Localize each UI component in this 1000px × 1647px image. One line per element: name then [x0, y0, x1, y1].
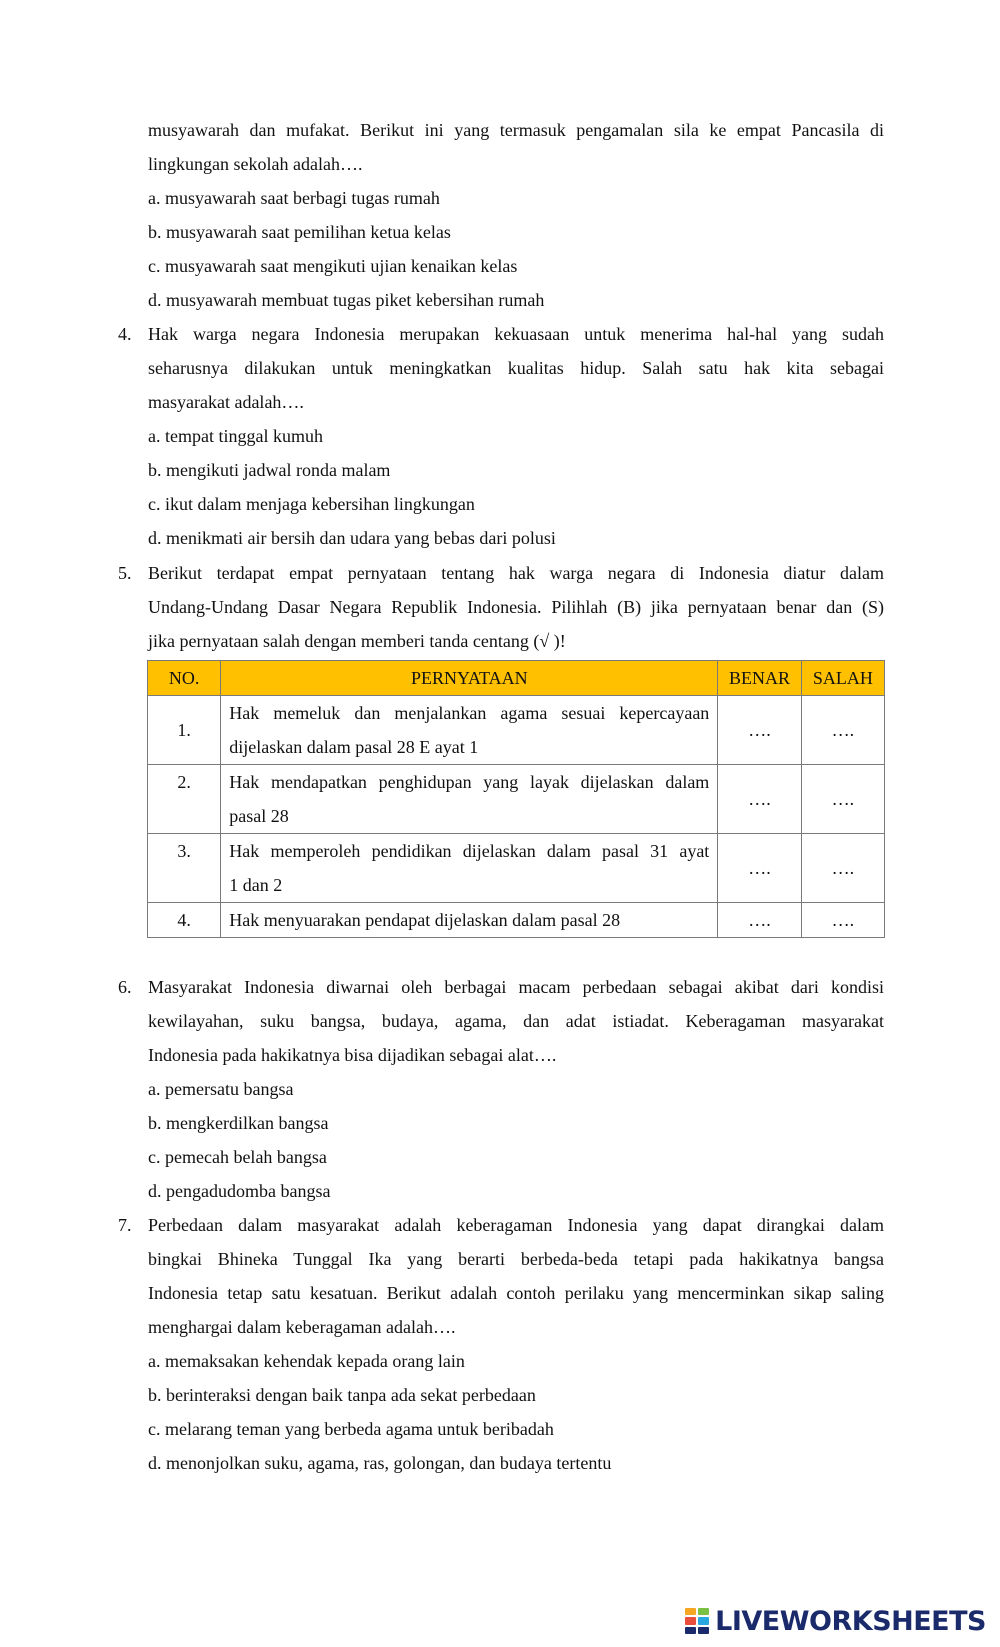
question-number: 5.: [118, 563, 132, 583]
statement-line: Hak menyuarakan pendapat dijelaskan dalam pasal 28: [229, 910, 621, 930]
statement-line: dijelaskan dalam pasal 28 E ayat 1: [229, 737, 479, 757]
option-d[interactable]: d. musyawarah membuat tugas piket kebersihan rumah: [148, 290, 545, 310]
question-text-line: musyawarah dan mufakat. Berikut ini yang termasuk pengamalan sila ke empat Pancasila di: [148, 120, 884, 140]
option-a[interactable]: a. tempat tinggal kumuh: [148, 426, 323, 446]
table-row: [148, 765, 885, 834]
table-row: [148, 834, 885, 903]
row-number: 2.: [177, 772, 191, 792]
question-text-line: bingkai Bhineka Tunggal Ika yang berarti berbeda-beda tetapi pada hakikatnya bangsa: [148, 1249, 884, 1269]
row-number: 3.: [177, 841, 191, 861]
row-statement: [221, 834, 718, 903]
table-row: [148, 903, 885, 938]
header-no: NO.: [148, 661, 221, 696]
question-6: [118, 970, 884, 1208]
row-statement: [221, 903, 718, 938]
question-text-line: Indonesia pada hakikatnya bisa dijadikan sebagai alat….: [148, 1045, 557, 1065]
header-statement: PERNYATAAN: [221, 661, 718, 696]
question-5: [118, 556, 884, 658]
option-d[interactable]: d. menikmati air bersih dan udara yang bebas dari polusi: [148, 528, 556, 548]
question-number: 6.: [118, 977, 132, 997]
header-true: BENAR: [718, 661, 801, 696]
question-text-line: Masyarakat Indonesia diwarnai oleh berbagai macam perbedaan sebagai akibat dari kondisi: [148, 977, 884, 997]
question-text-line: kewilayahan, suku bangsa, budaya, agama, dan adat istiadat. Keberagaman masyarakat: [148, 1011, 884, 1031]
question-7: [118, 1208, 884, 1480]
false-answer-cell[interactable]: ….: [801, 765, 884, 834]
option-c[interactable]: c. melarang teman yang berbeda agama untuk beribadah: [148, 1419, 554, 1439]
option-a[interactable]: a. memaksakan kehendak kepada orang lain: [148, 1351, 465, 1371]
false-answer-cell[interactable]: ….: [801, 696, 884, 765]
question-number: 7.: [118, 1215, 132, 1235]
header-false: SALAH: [801, 661, 884, 696]
question-number: 4.: [118, 324, 132, 344]
option-b[interactable]: b. musyawarah saat pemilihan ketua kelas: [148, 222, 451, 242]
liveworksheets-logo-icon: [685, 1608, 709, 1634]
question-text-line: Hak warga negara Indonesia merupakan kekuasaan untuk menerima hal-hal yang sudah: [148, 324, 884, 344]
option-c[interactable]: c. pemecah belah bangsa: [148, 1147, 327, 1167]
row-number: 4.: [148, 903, 221, 938]
option-a[interactable]: a. pemersatu bangsa: [148, 1079, 294, 1099]
question-text-line: Berikut terdapat empat pernyataan tentang hak warga negara di Indonesia diatur dalam: [148, 563, 884, 583]
option-a[interactable]: a. musyawarah saat berbagi tugas rumah: [148, 188, 440, 208]
statement-table: [147, 660, 885, 938]
question-text-line: Indonesia tetap satu kesatuan. Berikut adalah contoh perilaku yang mencerminkan sikap saling: [148, 1283, 884, 1303]
row-statement: [221, 765, 718, 834]
option-d[interactable]: d. menonjolkan suku, agama, ras, golongan, dan budaya tertentu: [148, 1453, 612, 1473]
true-answer-cell[interactable]: ….: [718, 834, 801, 903]
option-b[interactable]: b. mengikuti jadwal ronda malam: [148, 460, 391, 480]
statement-line: Hak mendapatkan penghidupan yang layak dijelaskan dalam: [229, 772, 710, 792]
row-statement: [221, 696, 718, 765]
row-number-cell: [148, 765, 221, 834]
question-text-line: lingkungan sekolah adalah….: [148, 154, 363, 174]
question-text-line: menghargai dalam keberagaman adalah….: [148, 1317, 456, 1337]
option-b[interactable]: b. berinteraksi dengan baik tanpa ada sekat perbedaan: [148, 1385, 536, 1405]
table-header-row: [148, 661, 885, 696]
statement-line: Hak memeluk dan menjalankan agama sesuai kepercayaan: [229, 703, 710, 723]
option-c[interactable]: c. musyawarah saat mengikuti ujian kenaikan kelas: [148, 256, 518, 276]
question-text-line: jika pernyataan salah dengan memberi tanda centang (√ )!: [148, 631, 566, 651]
question-text-line: seharusnya dilakukan untuk meningkatkan kualitas hidup. Salah satu hak kita sebagai: [148, 358, 884, 378]
logo-text: LIVEWORKSHEETS: [715, 1605, 986, 1637]
row-number: 1.: [148, 696, 221, 765]
option-d[interactable]: d. pengadudomba bangsa: [148, 1181, 331, 1201]
row-number-cell: [148, 834, 221, 903]
question-text-line: Perbedaan dalam masyarakat adalah keberagaman Indonesia yang dapat dirangkai dalam: [148, 1215, 884, 1235]
true-answer-cell[interactable]: ….: [718, 696, 801, 765]
option-b[interactable]: b. mengkerdilkan bangsa: [148, 1113, 329, 1133]
liveworksheets-logo[interactable]: [685, 1604, 986, 1638]
question-3-continued: [148, 113, 884, 317]
false-answer-cell[interactable]: ….: [801, 903, 884, 938]
statement-line: 1 dan 2: [229, 875, 283, 895]
question-4: [118, 317, 884, 555]
statement-line: pasal 28: [229, 806, 289, 826]
question-text-line: masyarakat adalah….: [148, 392, 304, 412]
table-row: [148, 696, 885, 765]
true-answer-cell[interactable]: ….: [718, 765, 801, 834]
option-c[interactable]: c. ikut dalam menjaga kebersihan lingkungan: [148, 494, 475, 514]
false-answer-cell[interactable]: ….: [801, 834, 884, 903]
statement-line: Hak memperoleh pendidikan dijelaskan dalam pasal 31 ayat: [229, 841, 710, 861]
true-answer-cell[interactable]: ….: [718, 903, 801, 938]
question-text-line: Undang-Undang Dasar Negara Republik Indonesia. Pilihlah (B) jika pernyataan benar dan (S): [148, 597, 884, 617]
